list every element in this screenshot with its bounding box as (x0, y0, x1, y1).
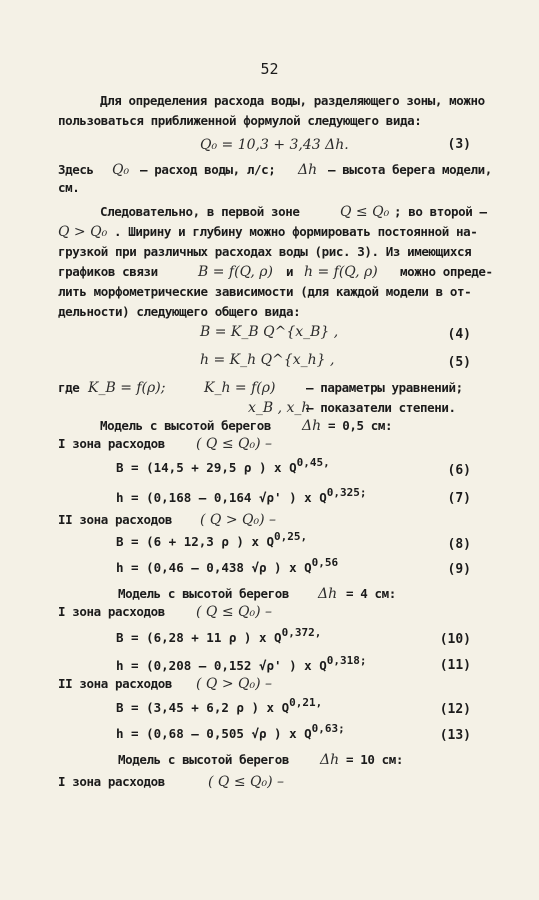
text-line: грузкой при различных расходах воды (рис. 3). Из имеющихся (58, 244, 472, 259)
text-line: – расход воды, л/с; (140, 162, 276, 177)
math-symbol: K_B = f(ρ); (88, 380, 166, 396)
text-line: – высота берега модели, (328, 162, 492, 177)
text-line: где (58, 380, 80, 395)
formula-h-general: h = K_h Q^{x_h} , (200, 352, 335, 368)
equation-number: (9) (447, 562, 471, 577)
text-line: пользоваться приближенной формулой следующего вида: (58, 113, 422, 128)
math-symbol: x_B , x_h (248, 400, 311, 416)
page-number: 52 (260, 60, 279, 78)
math-symbol: K_h = f(ρ) (204, 380, 276, 396)
equation: B = (3,45 + 6,2 ρ ) x $Q^{0,21,}$ (116, 696, 323, 715)
text-line: – параметры уравнений; (306, 380, 463, 395)
text-line: Здесь (58, 162, 94, 177)
math-symbol: ( Q ≤ Q₀) – (208, 774, 285, 790)
math-symbol: Δh (318, 586, 338, 602)
text-line: – показатели степени. (306, 400, 456, 415)
text-line: Модель с высотой берегов (118, 752, 290, 767)
equation-number: (10) (439, 632, 471, 647)
text-line: Модель с высотой берегов (118, 586, 290, 601)
equation: B = (14,5 + 29,5 ρ ) x $Q^{0,45,}$ (116, 456, 330, 475)
equation-number: (3) (447, 137, 471, 152)
math-symbol: Q₀ (112, 162, 130, 178)
text-line: можно опреде- (400, 264, 493, 279)
text-line: Следовательно, в первой зоне (100, 204, 300, 219)
equation-number: (12) (439, 702, 471, 717)
text-line: I зона расходов (58, 436, 165, 451)
text-line: II зона расходов (58, 676, 173, 691)
equation: h = (0,208 – 0,152 √ρ' ) x $Q^{0,318;}$ (116, 654, 367, 673)
equation-number: (11) (439, 658, 471, 673)
text-line: Модель с высотой берегов (100, 418, 272, 433)
math-symbol: Q ≤ Q₀ (340, 204, 390, 220)
text-line: . Ширину и глубину можно формировать постоянной на- (114, 224, 478, 239)
equation: h = (0,46 – 0,438 √ρ ) x Q$^{0,56}$ (116, 556, 339, 575)
math-symbol: ( Q ≤ Q₀) – (196, 436, 273, 452)
equation-number: (7) (447, 491, 471, 506)
equation-number: (4) (447, 327, 471, 342)
equation: h = (0,68 – 0,505 √ρ ) x $Q^{0,63;}$ (116, 722, 345, 741)
math-symbol: Δh (302, 418, 322, 434)
equation-number: (13) (439, 728, 471, 743)
math-symbol: ( Q > Q₀) – (200, 512, 277, 528)
equation: h = (0,168 – 0,164 √ρ' ) x $Q^{0,325;}$ (116, 486, 367, 505)
math-symbol: Δh (320, 752, 340, 768)
math-symbol: Δh (298, 162, 318, 178)
text-line: ; во второй – (394, 204, 487, 219)
math-symbol: B = f(Q, ρ) (198, 264, 273, 280)
equation-number: (8) (447, 537, 471, 552)
text-line: = 4 см: (346, 586, 396, 601)
math-symbol: ( Q > Q₀) – (196, 676, 273, 692)
text-line: I зона расходов (58, 604, 165, 619)
text-line: графиков связи (58, 264, 158, 279)
math-symbol: Q > Q₀ (58, 224, 108, 240)
math-symbol: h = f(Q, ρ) (304, 264, 378, 280)
text-line: Для определения расхода воды, разделяющего зоны, можно (100, 93, 485, 108)
text-line: = 10 см: (346, 752, 404, 767)
text-line: = 0,5 см: (328, 418, 393, 433)
text-line: II зона расходов (58, 512, 173, 527)
text-line: см. (58, 180, 80, 195)
text-line: дельности) следующего общего вида: (58, 304, 301, 319)
equation-number: (5) (447, 355, 471, 370)
equation-number: (6) (447, 463, 471, 478)
text-line: и (286, 264, 294, 279)
formula-q0: Q₀ = 10,3 + 3,43 Δh. (200, 137, 349, 153)
text-line: I зона расходов (58, 774, 165, 789)
equation: B = (6 + 12,3 ρ ) x $Q^{0,25,}$ (116, 530, 308, 549)
formula-b-general: B = K_B Q^{x_B} , (200, 324, 339, 340)
text-line: лить морфометрические зависимости (для каждой модели в от- (58, 284, 472, 299)
equation: B = (6,28 + 11 ρ ) x $Q^{0,372,}$ (116, 626, 322, 645)
math-symbol: ( Q ≤ Q₀) – (196, 604, 273, 620)
